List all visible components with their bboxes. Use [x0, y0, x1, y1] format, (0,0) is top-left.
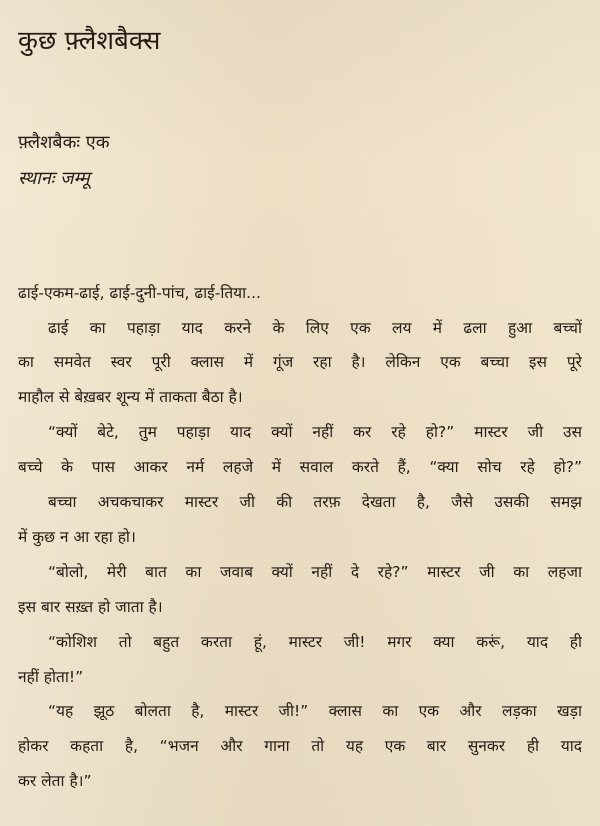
paragraph-line: माहौल से बेख़बर शून्य में ताकता बैठा है।	[18, 388, 243, 406]
chapter-title: कुछ फ़्लैशबैक्स	[18, 26, 161, 56]
paragraph-line: में कुछ न आ रहा हो।	[18, 528, 136, 546]
dialogue-line: “यह झूठ बोलता है, मास्टर जी!” क्लास का एक और लड़का खड़ा	[48, 702, 582, 720]
paragraph-line: ढाई का पहाड़ा याद करने के लिए एक लय में ढला हुआ बच्चों	[48, 319, 582, 337]
place-line: स्थानः जम्मू	[18, 168, 90, 189]
dialogue-line: होकर कहता है, “भजन और गाना तो यह एक बार सुनकर ही याद	[18, 737, 582, 755]
dialogue-line: “क्यों बेटे, तुम पहाड़ा याद क्यों नहीं कर रहे हो?” मास्टर जी उस	[48, 423, 582, 441]
dialogue-line: बच्चे के पास आकर नर्म लहजे में सवाल करते हैं, “क्या सोच रहे हो?”	[18, 458, 582, 476]
dialogue-line: इस बार सख़्त हो जाता है।	[18, 598, 163, 616]
dialogue-line: “बोलो, मेरी बात का जवाब क्यों नहीं दे रहे?” मास्टर जी का लहजा	[48, 563, 582, 581]
paragraph-line: बच्चा अचकचाकर मास्टर जी की तरफ़ देखता है, जैसे उसकी समझ	[48, 493, 582, 511]
dialogue-line: कर लेता है।”	[18, 772, 92, 790]
chant-line: ढाई-एकम-ढाई, ढाई-दुनी-पांच, ढाई-तिया...	[18, 284, 261, 302]
paragraph-line: का समवेत स्वर पूरी क्लास में गूंज रहा है। लेकिन एक बच्चा इस पूरे	[18, 353, 582, 371]
flashback-heading: फ़्लैशबैकः एक	[18, 132, 110, 153]
dialogue-line: नहीं होता!”	[18, 668, 84, 686]
dialogue-line: “कोशिश तो बहुत करता हूं, मास्टर जी! मगर क्या करूं, याद ही	[48, 633, 582, 651]
